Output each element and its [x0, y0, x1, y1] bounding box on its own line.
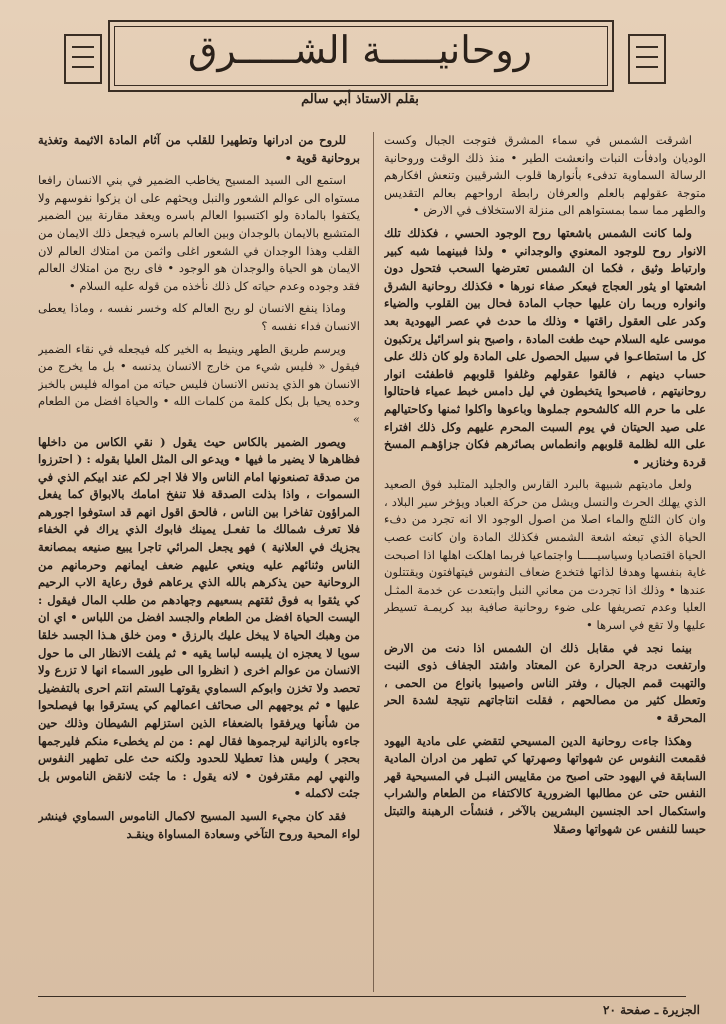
page-footer: الجزيرة ـ صفحة ٢٠ [603, 1003, 700, 1017]
right-text-column [384, 132, 706, 994]
footer-rule [38, 996, 686, 997]
paragraph: للروح من ادرانها وتطهيرا للقلب من آثام المادة الاثيمة وتغذية بروحانية قوية • [38, 133, 360, 165]
paragraph: ولما كانت الشمس باشعتها روح الوجود الحسي ، فكذلك تلك الانوار روح للوجود المعنوي والوجداني • ولذا فبينهما شبه كبير وارتباط وثيق ، فكما ان الشمس تعترضها السحب فتحول دون اشعتها او يثور العجاج فيعكر صفاء نورها • فكذلك روحانية الشرق وانواره وربما ران عليها حجاب المادة فحال بين القلوب والضياء وكدر على العقول راقتها • وذلك ما حدث في عصر اليهودية بعد موسى عليه السلام حيث طغت المادة ، واصبح بنو اسرائيل يرتكبون كل ما استطاعـوا في سبيل الحصول على المادة ولو كان ذلك على حساب دينهم ، فالقوا عقولهم وغلفوا قلوبهم فاطفئت انوار روحانيتهم ، فاصبحوا يتخبطون في ليل دامس خبط عمياء فاحتالوا على ما حرم الله كالشحوم جملوها وباعوها واكلوا ثمنها وكاحتيالهم على صيد الحيتان في يوم السبت المحرم عليهم وكل ذلك افتراء على الله لظلمة قلوبهم وانطماس بصائرهم فكان جزاؤهـم المسخ قردة وخنازير • [384, 225, 706, 469]
left-header-ornament [64, 34, 102, 84]
right-header-ornament [628, 34, 666, 84]
article-byline: بقلم الاستاذ أبي سالم [301, 92, 419, 107]
paragraph: ويرسم طريق الطهر وينيط به الخير كله فيجعله في نقاء الضمير فيقول « فليس شيء من خارج الانسان يدنسه • بل ما يخرج من الانسان هو الذي يدنس الانسان فليس حياته من امواله فليس بالخبز وحده يحيا بل بكل كلمة من كلمات الله • والحياة افضل من الطعام » [38, 341, 360, 426]
paragraph: بينما نجد في مقابل ذلك ان الشمس اذا دنت من الارض وارتفعت درجة الحرارة عن المعتاد واشتد الجفاف ذوى النبت والتهبت قمم الجبال ، وفتر الناس واصيبوا بانواع من الحمى ، وتعطل كثير من مصالحهم ، فقلت انتاجاتهم نتيجة لشدة الحر المحرقة • [384, 640, 706, 725]
column-divider [373, 132, 374, 992]
paragraph: وهكذا جاءت روحانية الدين المسيحي لتقضي على مادية اليهود فقمعت النفوس عن شهواتها وصهرتها كي تطهر من ادران المادية السابقة في اليهود حتى اصبح من مقاييس النبـل في المسيحية قهر النفس حتى عن مطالبها الضرورية كالاكتفاء من الطعام والشراب واستكمال احد الجنسين البشريين بالآخر ، فنشأت الرهبنة والتبتل حبسا للنفس عن شهواتها وصقلا [384, 733, 706, 836]
article-title: روحانيـــــة الشـــــرق [187, 28, 533, 72]
paragraph: ويصور الضمير بالكاس حيث يقول ( نقي الكاس من داخلها فظاهرها لا يضير ما فيها • ويدعو الى المثل العليا بقوله : ( احترزوا من صدقة تصنعونها امام الناس والا فلا اجر لكم عند ابيكم الذي في السموات ، واذا بذلت الصدقة فلا تنفخ امامك بالابواق كما يفعل المراؤون تفاخرا بين الناس ، فالحق اقول انهم قد استوفوا اجورهم فلا تعرف شمالك ما تفعـل يمينك فابوك الذي يراك في الخفاء يجزيك في العلانية ) فهو يجعل المرائي تاجرا يبيع صنيعه بمصانعة الناس وثنائهم عليه وينعي عليهم ضعف ايمانهم وحرمانهم من الروحانية حين يذكرهم بالله الذي يرعاهم فوق رعاية الاب الرحيم كي يثقوا به فوق ثقتهم بسعيهم وجهادهم من طلب المال فيقول : اليست الحياة افضل من الطعام والجسد افضل من اللباس • اي ان من وهبك الحياة لا يبخل عليك بالرزق • ومن خلق هـذا الجسد خلقا سويا لا يعجزه ان يلبسه لباسا يقيه • ثم يلفت الانظار الى ما حول الانسان من عوالم اخرى ( انظروا الى طيور السماء انها لا تزرع ولا تحصد ولا تخزن وابوكم السماوي يقوتهـا الستم انتم احرى بالتفضيل عليها • ثم يوجههم الى صحائف اعمالهم كي يسترقوا بها فيصلحوا من شأنها ويرفقوا بالضعفاء الذين استزلهم الشيطان وذلك حين جاءوه بالزانية ليرجموها فقال لهم : من لم يخطىء منكم فليرجمها بحجر ) وليس هذا تعطيلا للحدود ولكنه حث على تطهير النفوس والنهي لهم مقترفون • لانه يقول : ما جئت لانقض الناموس بل جئت لاكمله • [38, 434, 360, 801]
paragraph: فقد كان مجيء السيد المسيح لاكمال الناموس السماوي فينشر لواء المحبة وروح التآخي وسعادة المساواة وينقـد [38, 808, 360, 841]
paragraph: استمع الى السيد المسيح يخاطب الضمير في بني الانسان رافعا مستواه الى عوالم الشعور والنبل ويحثهم على ان يزكوا نفوسهم ولا يكتفوا بالمادة ولو اكتسبوا العالم باسره ويعقد مقارنة بين الضمير المتشبع بالايمان بالوجدان وبين العالم باسره فيجعل ذلك الايمان من القلب وهذا الوجدان في الشعور اغلى واثمن من امتلاك العالم لان الايمان هو الحياة والوجدان هو الوجود • فاى ربح من امتلاك العالم فقد وجوده وعدم حياته كل ذلك نأخذه من قوله عليه السلام • [38, 173, 360, 293]
paragraph: وماذا ينفع الانسان لو ربح العالم كله وخسر نفسه ، وماذا يعطى الانسان فداء نفسه ؟ [38, 301, 360, 333]
left-text-column [38, 132, 360, 994]
paragraph: ولعل ماديتهم شبيهة بالبرد القارس والجليد المتلبد فوق الصعيد الذي يهلك الحرث والنسل ويشل من حركة العباد ويؤخر سير البلاد ، وان كان الثلج والماء اصلا من اصول الوجود الا انه تجرد من دفء الحياة الذي تبعثه اشعة الشمس فكذلك المادة وان كانت عصب الحياة اقتصاديا وسياسيـــــا واجتماعيا فربما اهلكت اهلها اذا اصبحت غاية بنفسها وهدفا لذاتها فتخدع ضعاف النفوس فيتهافتون ويقتتلون عندها • وذلك اذا تجردت من معاني النبل وابتعدت عن خدمة المثـل العليا وعدم تصريفها على ضوء روحانية صافية بيد كريمـة تسيطر عليها ولا تقع في اسرها • [384, 477, 706, 633]
paragraph: اشرقت الشمس في سماء المشرق فتوجت الجبال وكست الوديان وادفأت النبات وانعشت الطير • منذ ذلك الوقت وروحانية الرسالة السماوية تدفىء بأنوارها قلوب الشرقيين وتنعش افكارهم متوجة عقولهم بالعلم والعرفان رابطة ارواحهم بعالم التقديس والطهر مما سما بمستواهم الى منزلة الاستخلاف في الارض • [384, 133, 706, 218]
